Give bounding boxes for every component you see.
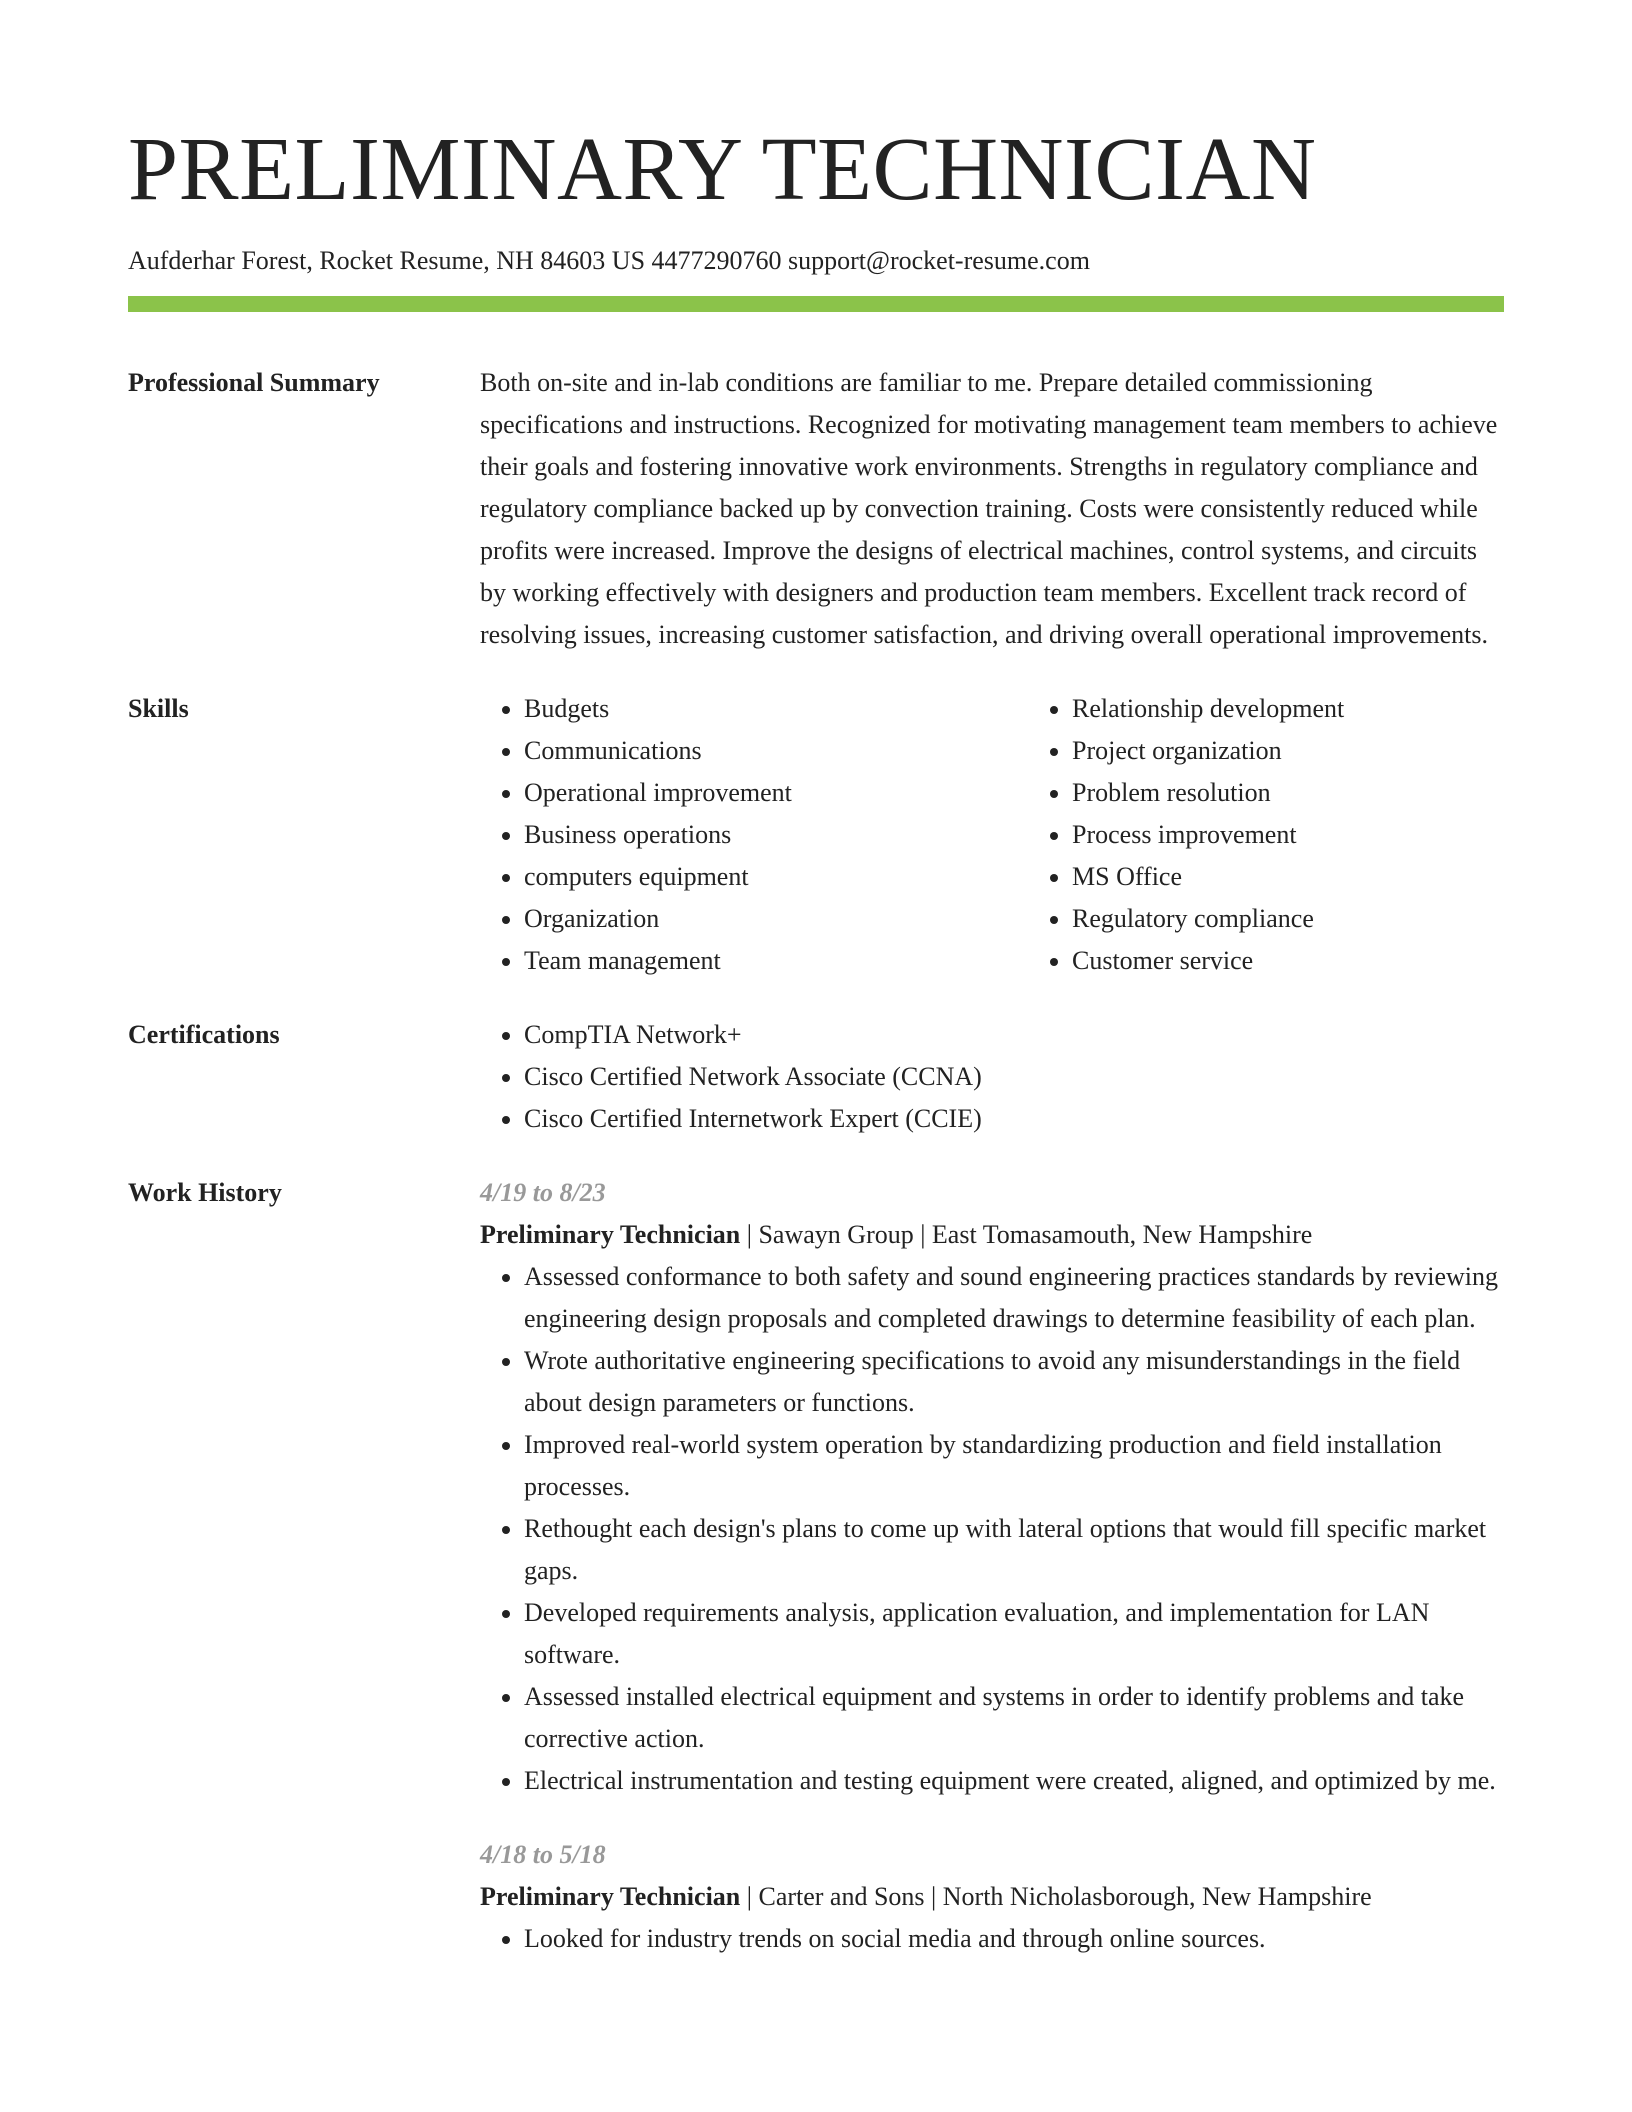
skill-item: • Communications xyxy=(524,730,1028,772)
job-heading xyxy=(480,1214,1504,1256)
job-employer-location: | Carter and Sons | North Nicholasborough, New Hampshire xyxy=(740,1882,1372,1911)
job-bullets xyxy=(480,1918,1504,1960)
skill-item: • Operational improvement xyxy=(524,772,1028,814)
professional-summary-section xyxy=(128,362,1504,656)
certification-item: • Cisco Certified Internetwork Expert (CCIE) xyxy=(524,1098,1504,1140)
skill-item: • Organization xyxy=(524,898,1028,940)
job-entry xyxy=(480,1834,1504,1960)
job-bullet: • Developed requirements analysis, application evaluation, and implementation for LAN software. xyxy=(524,1592,1504,1676)
section-label: Certifications xyxy=(128,1020,280,1049)
skill-item: • computers equipment xyxy=(524,856,1028,898)
certifications-section xyxy=(128,1014,1504,1140)
job-dates: 4/18 to 5/18 xyxy=(480,1840,606,1869)
skill-item: • Problem resolution xyxy=(1072,772,1576,814)
job-title: Preliminary Technician xyxy=(480,1220,741,1249)
work-history-section xyxy=(128,1172,1504,1960)
job-dates: 4/19 to 8/23 xyxy=(480,1178,606,1207)
skills-section xyxy=(128,688,1504,982)
skill-item: • MS Office xyxy=(1072,856,1576,898)
skill-item: • Regulatory compliance xyxy=(1072,898,1576,940)
job-bullet: • Looked for industry trends on social media and through online sources. xyxy=(524,1918,1504,1960)
summary-text: Both on-site and in-lab conditions are familiar to me. Prepare detailed commissioning specifications and instructions. Recognized for motivating management team members to achieve their goals and fostering innovative work environments. Strengths in regulatory compliance and regulatory compliance backed up by convection training. Costs were consistently reduced while profits were increased. Improve the designs of electrical machines, control systems, and circuits by working effectively with designers and production team members. Excellent track record of resolving issues, increasing customer satisfaction, and driving overall operational improvements. xyxy=(480,368,1498,649)
section-label: Professional Summary xyxy=(128,368,380,397)
skills-columns xyxy=(480,688,1576,982)
job-heading xyxy=(480,1876,1504,1918)
section-label: Skills xyxy=(128,694,189,723)
skill-item: • Business operations xyxy=(524,814,1028,856)
certifications-list xyxy=(480,1014,1504,1140)
skills-list-right xyxy=(1028,688,1576,982)
work-history-entries xyxy=(480,1172,1504,1960)
job-entry xyxy=(480,1172,1504,1802)
job-bullet: • Assessed conformance to both safety and sound engineering practices standards by reviewing engineering design proposals and completed drawings to determine feasibility of each plan. xyxy=(524,1256,1504,1340)
candidate-name: PRELIMINARY TECHNICIAN xyxy=(128,120,1317,219)
job-employer-location: | Sawayn Group | East Tomasamouth, New Hampshire xyxy=(740,1220,1313,1249)
skill-item: • Process improvement xyxy=(1072,814,1576,856)
skill-item: • Customer service xyxy=(1072,940,1576,982)
job-bullets xyxy=(480,1256,1504,1802)
skill-item: • Project organization xyxy=(1072,730,1576,772)
skill-item: • Team management xyxy=(524,940,1028,982)
section-label: Work History xyxy=(128,1178,282,1207)
certification-item: • CompTIA Network+ xyxy=(524,1014,1504,1056)
job-bullet: • Electrical instrumentation and testing equipment were created, aligned, and optimized by me. xyxy=(524,1760,1504,1802)
accent-divider xyxy=(128,296,1504,312)
skill-item: • Budgets xyxy=(524,688,1028,730)
job-bullet: • Wrote authoritative engineering specifications to avoid any misunderstandings in the field about design parameters or functions. xyxy=(524,1340,1504,1424)
contact-line: Aufderhar Forest, Rocket Resume, NH 84603 US 4477290760 support@rocket-resume.com xyxy=(128,246,1090,275)
skills-list-left xyxy=(480,688,1028,982)
job-bullet: • Rethought each design's plans to come up with lateral options that would fill specific market gaps. xyxy=(524,1508,1504,1592)
certification-item: • Cisco Certified Network Associate (CCNA) xyxy=(524,1056,1504,1098)
job-bullet: • Assessed installed electrical equipment and systems in order to identify problems and take corrective action. xyxy=(524,1676,1504,1760)
skill-item: • Relationship development xyxy=(1072,688,1576,730)
job-title: Preliminary Technician xyxy=(480,1882,741,1911)
job-bullet: • Improved real-world system operation by standardizing production and field installation processes. xyxy=(524,1424,1504,1508)
